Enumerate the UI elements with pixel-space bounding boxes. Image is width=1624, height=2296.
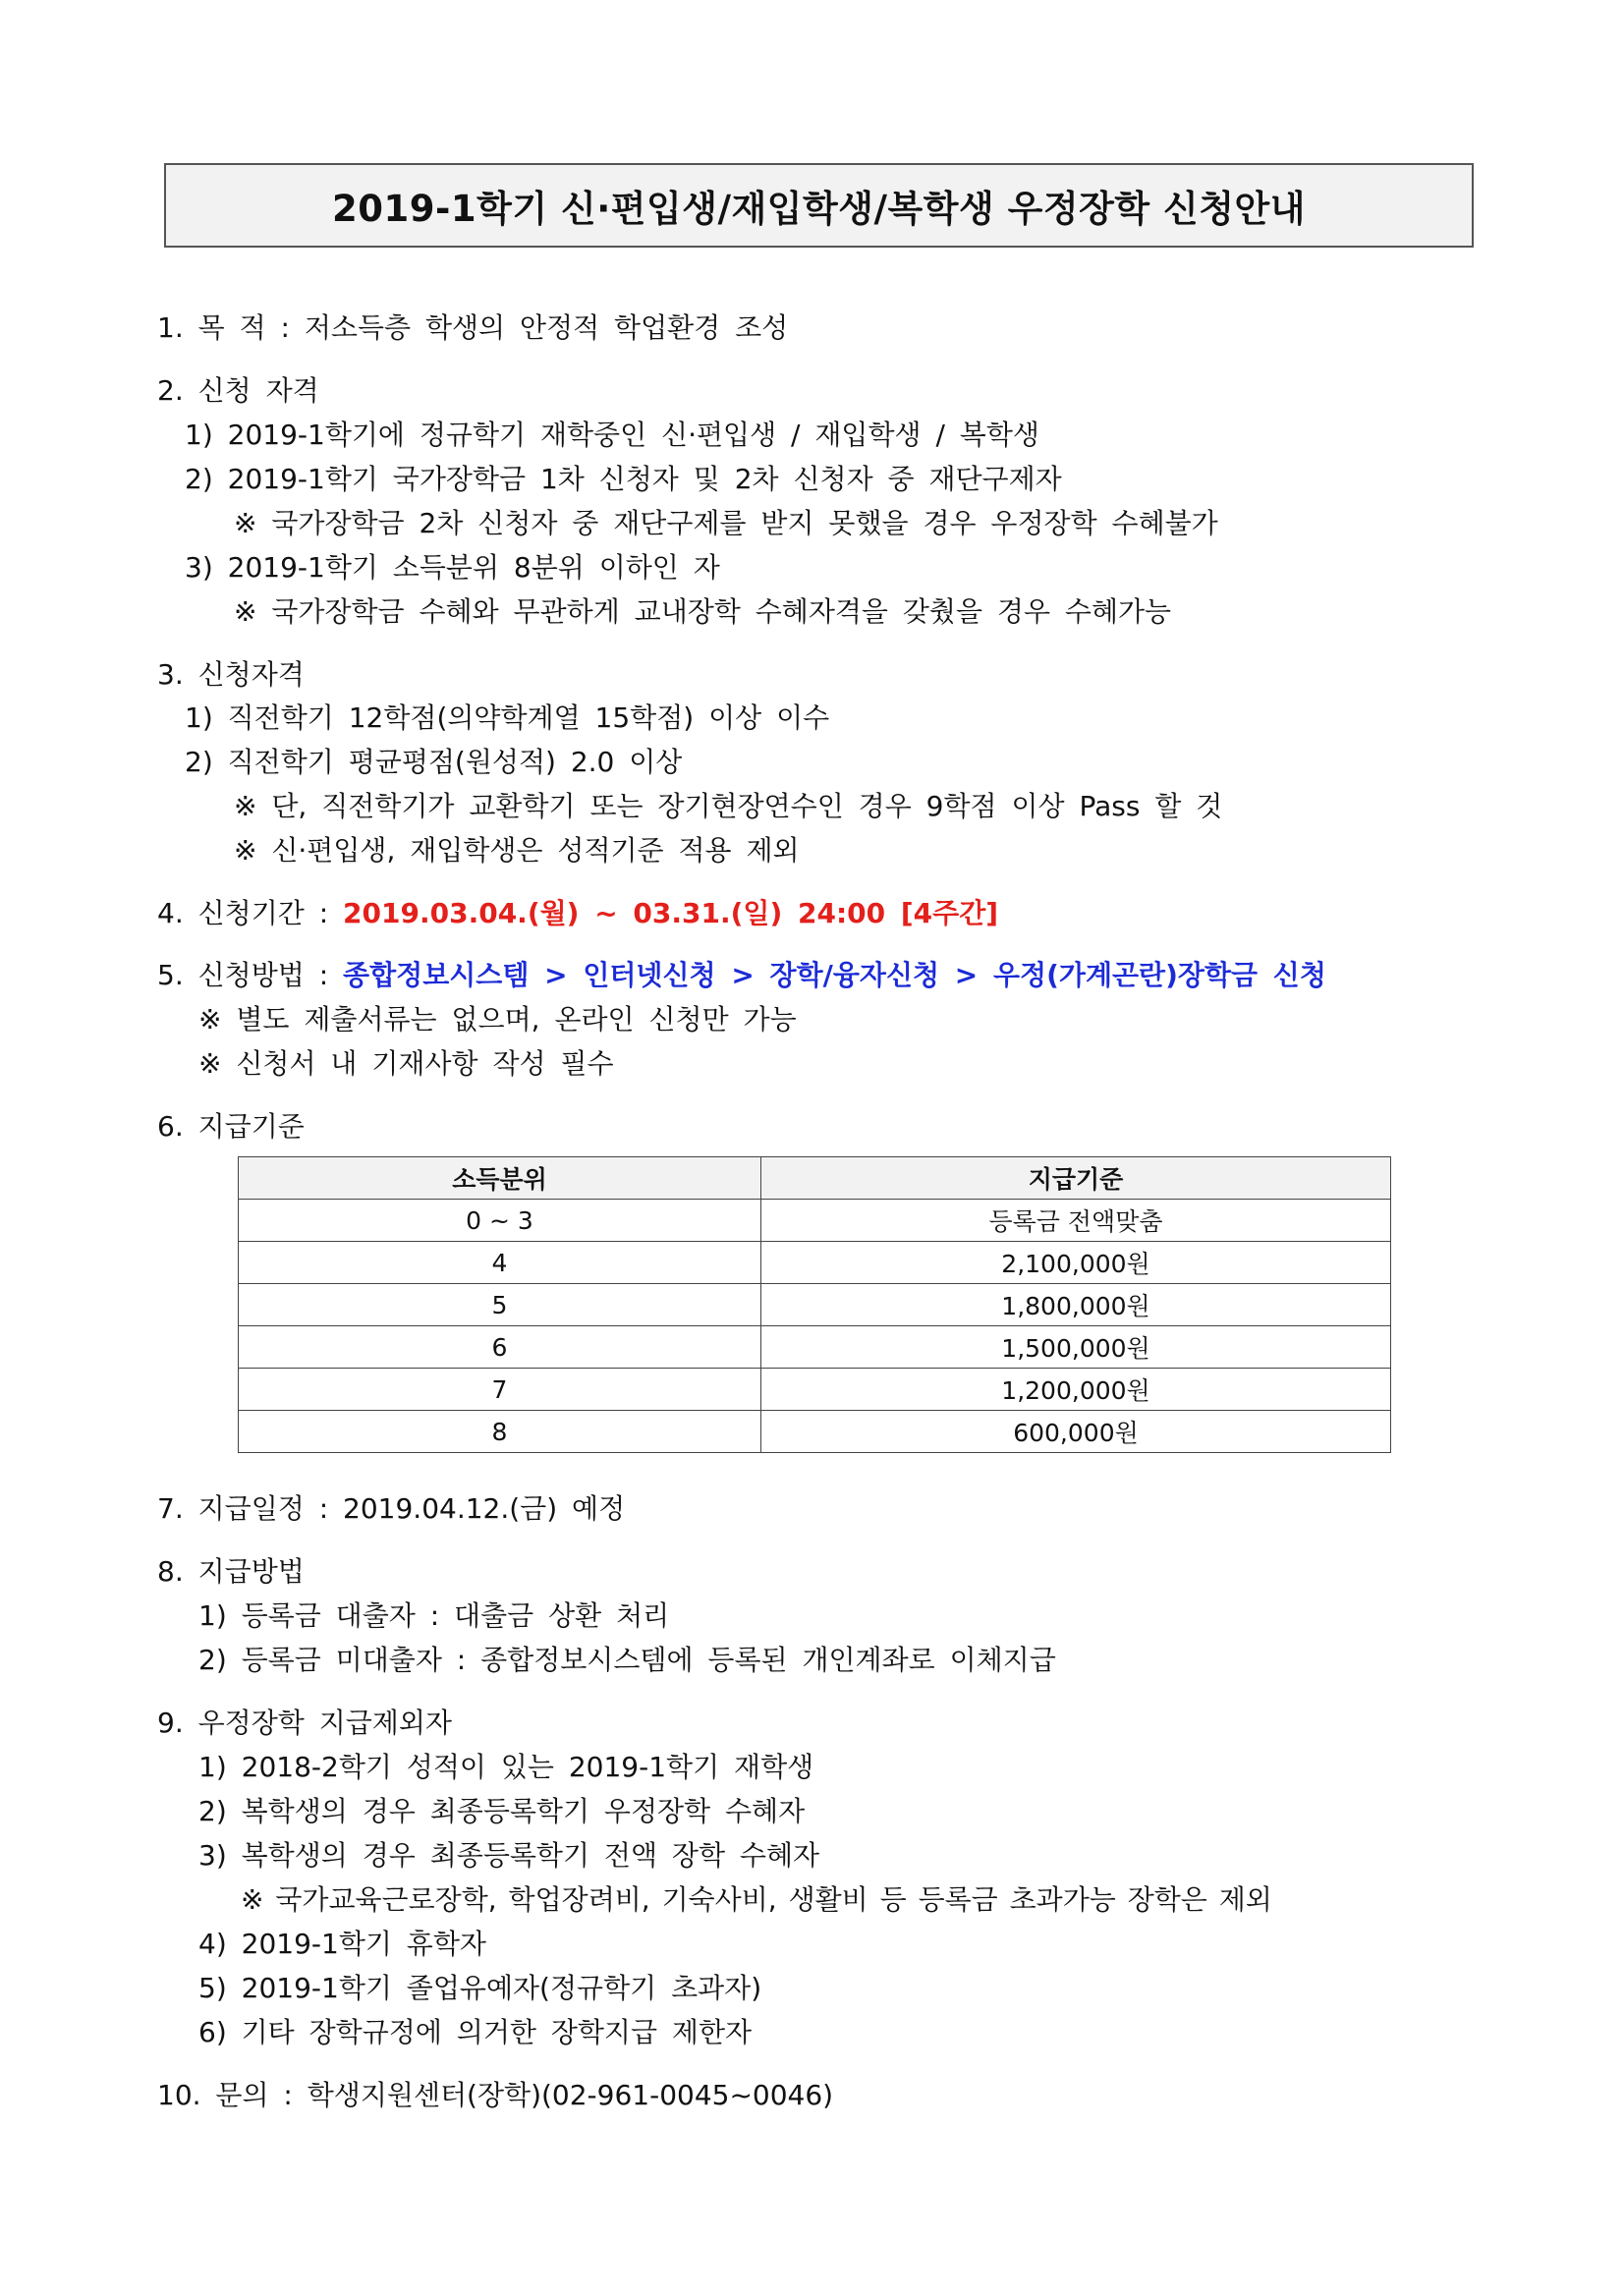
document-title: 2019-1학기 신·편입생/재입학생/복학생 우정장학 신청안내: [332, 188, 1306, 230]
payment-method-item: 2) 등록금 미대출자 : 종합정보시스템에 등록된 개인계좌로 이체지급: [198, 1644, 1056, 1676]
table-cell: 5: [239, 1284, 761, 1326]
table-cell: 0 ~ 3: [239, 1200, 761, 1242]
eligibility-item: 3) 2019-1학기 소득분위 8분위 이하인 자: [185, 551, 720, 584]
table-cell: 1,200,000원: [761, 1369, 1391, 1411]
table-header-row: [239, 1157, 1391, 1200]
section-method: [157, 958, 1326, 993]
section-requirements-heading: 3. 신청자격: [157, 658, 305, 691]
section-payment-method-heading: 8. 지급방법: [157, 1555, 305, 1588]
exclusion-note: ※ 국가교육근로장학, 학업장려비, 기숙사비, 생활비 등 등록금 초과가능 장학은 제외: [241, 1883, 1272, 1916]
requirement-note: ※ 신·편입생, 재입학생은 성적기준 적용 제외: [234, 834, 800, 867]
method-note: ※ 신청서 내 기재사항 작성 필수: [198, 1047, 614, 1080]
exclusion-item: 4) 2019-1학기 휴학자: [198, 1928, 486, 1960]
table-row: [239, 1242, 1391, 1284]
period-label: 4. 신청기간 :: [157, 897, 344, 929]
section-period: [157, 896, 998, 931]
eligibility-note: ※ 국가장학금 2차 신청자 중 재단구제를 받지 못했을 경우 우정장학 수혜불가: [234, 507, 1218, 539]
table-cell: 2,100,000원: [761, 1242, 1391, 1284]
table-cell: 1,500,000원: [761, 1326, 1391, 1369]
eligibility-note: ※ 국가장학금 수혜와 무관하게 교내장학 수혜자격을 갖췄을 경우 수혜가능: [234, 595, 1172, 628]
exclusion-item: 1) 2018-2학기 성적이 있는 2019-1학기 재학생: [198, 1751, 814, 1783]
requirement-note: ※ 단, 직전학기가 교환학기 또는 장기현장연수인 경우 9학점 이상 Pass 할 것: [234, 790, 1223, 822]
table-cell: 1,800,000원: [761, 1284, 1391, 1326]
eligibility-item: 1) 2019-1학기에 정규학기 재학중인 신·편입생 / 재입학생 / 복학생: [185, 419, 1039, 451]
table-cell: 7: [239, 1369, 761, 1411]
requirement-item: 2) 직전학기 평균평점(원성적) 2.0 이상: [185, 746, 683, 778]
section-exclusions-heading: 9. 우정장학 지급제외자: [157, 1707, 452, 1739]
period-dates: 2019.03.04.(월) ~ 03.31.(일) 24:00 [4주간]: [343, 897, 999, 929]
requirement-item: 1) 직전학기 12학점(의약학계열 15학점) 이상 이수: [185, 701, 830, 734]
table-cell: 8: [239, 1411, 761, 1453]
table-row: [239, 1411, 1391, 1453]
section-contact: 10. 문의 : 학생지원센터(장학)(02-961-0045~0046): [157, 2079, 834, 2111]
payment-method-item: 1) 등록금 대출자 : 대출금 상환 처리: [198, 1599, 670, 1632]
section-payment-criteria-heading: 6. 지급기준: [157, 1110, 305, 1143]
title-box: [164, 163, 1474, 248]
table-cell: 등록금 전액맞춤: [761, 1200, 1391, 1242]
method-label: 5. 신청방법 :: [157, 959, 344, 991]
column-header: 지급기준: [761, 1157, 1391, 1200]
table-cell: 600,000원: [761, 1411, 1391, 1453]
exclusion-item: 6) 기타 장학규정에 의거한 장학지급 제한자: [198, 2016, 753, 2048]
table-cell: 6: [239, 1326, 761, 1369]
method-path: 종합정보시스템 > 인터넷신청 > 장학/융자신청 > 우정(가계곤란)장학금 신청: [343, 959, 1326, 991]
table-cell: 4: [239, 1242, 761, 1284]
exclusion-item: 3) 복학생의 경우 최종등록학기 전액 장학 수혜자: [198, 1839, 820, 1872]
table-row: [239, 1326, 1391, 1369]
exclusion-item: 2) 복학생의 경우 최종등록학기 우정장학 수혜자: [198, 1795, 806, 1827]
table-row: [239, 1369, 1391, 1411]
payment-criteria-table: [238, 1156, 1391, 1453]
method-note: ※ 별도 제출서류는 없으며, 온라인 신청만 가능: [198, 1003, 797, 1036]
section-purpose: 1. 목 적 : 저소득층 학생의 안정적 학업환경 조성: [157, 311, 789, 344]
table-row: [239, 1200, 1391, 1242]
table-row: [239, 1284, 1391, 1326]
exclusion-item: 5) 2019-1학기 졸업유예자(정규학기 초과자): [198, 1972, 762, 2004]
section-eligibility-heading: 2. 신청 자격: [157, 374, 319, 407]
column-header: 소득분위: [239, 1157, 761, 1200]
eligibility-item: 2) 2019-1학기 국가장학금 1차 신청자 및 2차 신청자 중 재단구제자: [185, 463, 1062, 495]
section-payment-date: 7. 지급일정 : 2019.04.12.(금) 예정: [157, 1492, 626, 1525]
